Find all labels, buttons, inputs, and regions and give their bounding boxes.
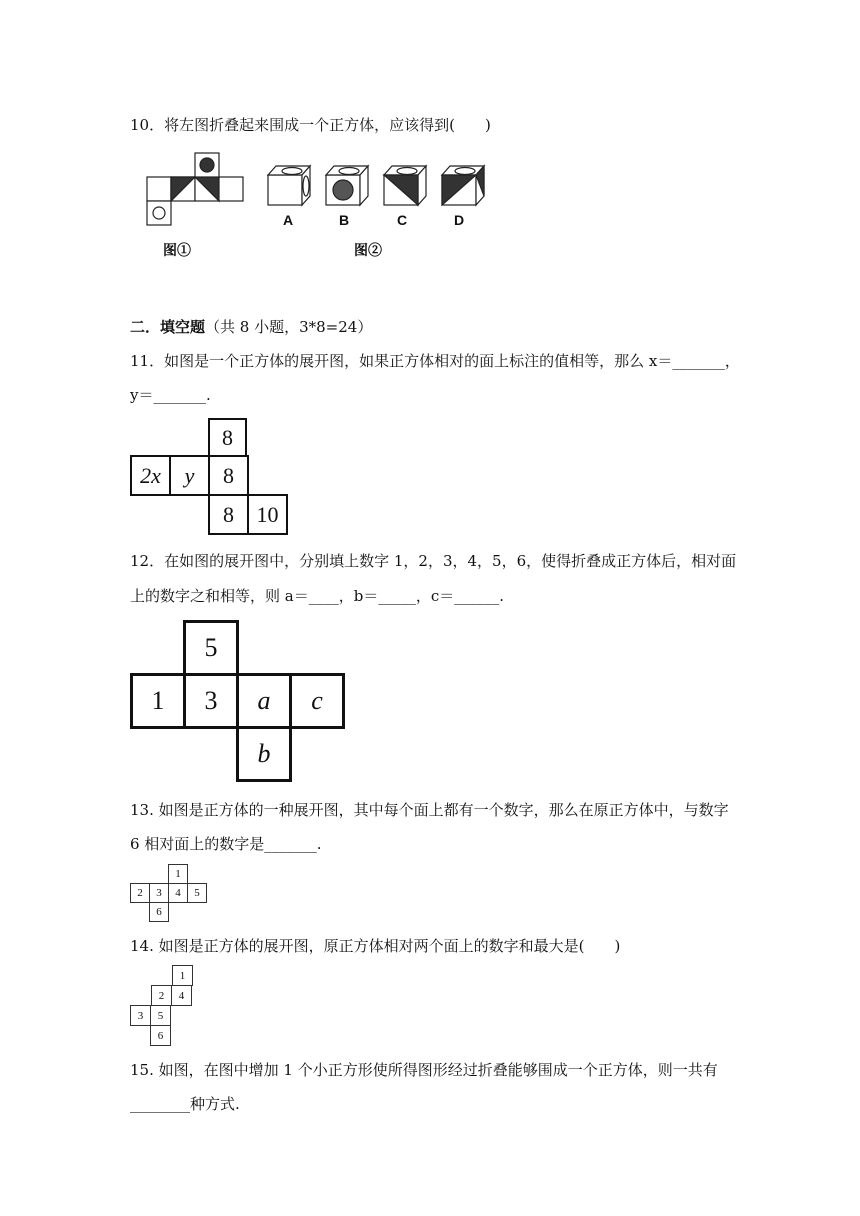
q14-line1: 14. 如图是正方体的展开图，原正方体相对两个面上的数字和最大是( ) [130,937,621,955]
q12-line1: 12．在如图的展开图中，分别填上数字 1，2，3，4，5，6，使得折叠成正方体后，相对面 [130,552,737,570]
q10-option-c-cube [384,166,426,205]
q14-cell: 5 [150,1005,171,1026]
q14-cell: 2 [151,985,172,1006]
q13-net [130,864,210,922]
q11-cell: y [169,455,210,496]
q11-line2: y＝_______. [130,386,211,404]
q12-cell: c [289,673,345,729]
q15-line2: ________种方式. [130,1095,240,1113]
q15-line1: 15. 如图，在图中增加 1 个小正方形使所得图形经过折叠能够围成一个正方体，则一共有 [130,1061,718,1079]
q13-cell: 6 [149,902,169,922]
q11-cell: 10 [247,494,288,535]
q13-cell: 1 [168,864,188,884]
q10-option-d-cube [442,166,484,205]
q10-label-c: C [397,212,408,228]
q11-cell: 8 [208,455,249,496]
q13-cell: 3 [149,883,169,903]
section-title-main: 二．填空题 [130,318,206,336]
section-title [130,316,372,337]
q10-text: 10．将左图折叠起来围成一个正方体，应该得到( ) [130,116,491,134]
q11-line1: 11．如图是一个正方体的展开图，如果正方体相对的面上标注的值相等，那么 x＝_______， [130,352,740,370]
q14-cell: 4 [171,985,192,1006]
q10-option-a-cube [268,166,310,205]
q12-line2: 上的数字之和相等，则 a＝____，b＝_____，c＝______. [130,587,504,605]
q11-cell: 2x [130,455,171,496]
q12-cell: a [236,673,292,729]
q10-option-b-cube [326,166,368,205]
q10-figure [140,150,500,260]
section-title-sub: （共 8 小题，3*8=24） [205,318,373,336]
q10-label-b: B [339,212,350,228]
q12-cell: 1 [130,673,186,729]
q12-net [130,620,350,784]
q13-cell: 2 [130,883,150,903]
q14-cell: 1 [172,965,193,986]
q11-cell: 8 [208,494,249,535]
q12-cell: 3 [183,673,239,729]
q13-cell: 5 [187,883,207,903]
q10-label-a: A [283,212,294,228]
q12-cell: 5 [183,620,239,676]
q14-net [130,965,194,1047]
q10-caption-right: 图② [354,242,382,258]
q13-line1: 13. 如图是正方体的一种展开图，其中每个面上都有一个数字，那么在原正方体中，与数字 [130,801,729,819]
q10-label-d: D [454,212,465,228]
q12-cell: b [236,726,292,782]
q14-cell: 3 [130,1005,151,1026]
q11-cell: 8 [208,418,247,457]
q10-caption-left: 图① [163,242,191,258]
q11-net [130,418,290,536]
q10-net [147,153,243,225]
q13-line2: 6 相对面上的数字是_______. [130,835,322,853]
q14-cell: 6 [150,1025,171,1046]
q13-cell: 4 [168,883,188,903]
